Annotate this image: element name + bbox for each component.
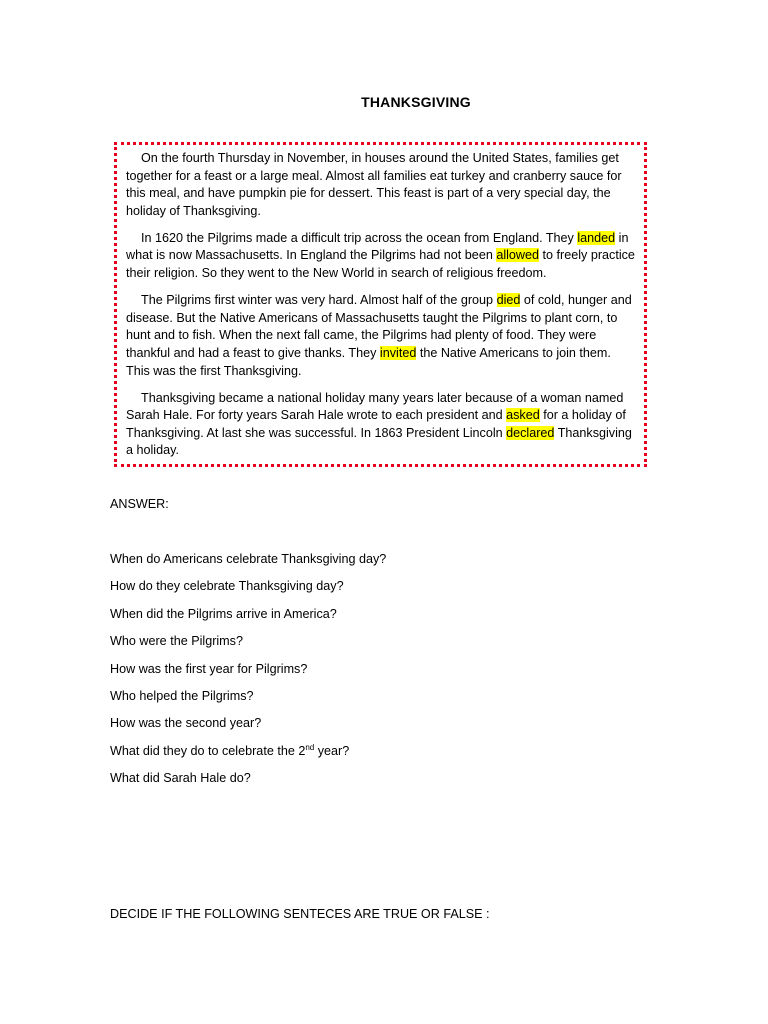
passage-text: to freely practice their religion. So they went to the New World in search of religious freedom. (126, 248, 635, 281)
question-item (110, 606, 386, 633)
passage-text: Thanksgiving a holiday. (126, 425, 632, 458)
true-false-heading: DECIDE IF THE FOLLOWING SENTECES ARE TRUE OR FALSE : (110, 907, 490, 921)
question-text: How do they celebrate Thanksgiving day? (110, 579, 344, 594)
passage-paragraph (126, 230, 636, 283)
question-text: What did Sarah Hale do? (110, 771, 251, 786)
highlighted-word: invited (379, 345, 417, 360)
question-item (110, 688, 386, 715)
question-item (110, 661, 386, 688)
question-text: When do Americans celebrate Thanksgiving day? (110, 552, 387, 566)
question-item (110, 578, 386, 605)
passage-paragraph (126, 390, 636, 460)
ordinal-suffix: nd (305, 742, 315, 752)
answer-label: ANSWER: (110, 497, 169, 511)
passage-text: for a holiday of Thanksgiving. At last she was successful. In 1863 President Lincoln (126, 408, 626, 440)
passage-paragraph (126, 292, 636, 380)
reading-passage-box (114, 142, 647, 467)
passage-text: The Pilgrims first winter was very hard. Almost half of the group (141, 293, 497, 308)
question-item (110, 633, 386, 660)
passage-text: On the fourth Thursday in November, in houses around the United States, families get together for a feast or a large meal. Almost all families eat turkey and cranberry sauce for this meal, and have pumpkin pie for dessert. This feast is part of a very special day, the holiday of Thanksgiving. (126, 151, 622, 218)
passage-text: Thanksgiving became a national holiday many years later because of a woman named Sarah Hale. For forty years Sarah Hale wrote to each president and (126, 390, 624, 423)
page-title: THANKSGIVING (361, 94, 471, 110)
highlighted-word: allowed (496, 248, 540, 263)
question-item (110, 715, 386, 742)
passage-text: In 1620 the Pilgrims made a difficult trip across the ocean from England. They (141, 230, 578, 245)
question-item (110, 551, 386, 578)
highlighted-word: died (496, 293, 521, 308)
question-item (110, 743, 386, 770)
passage-paragraph (126, 150, 636, 220)
question-text-end: year? (314, 743, 350, 758)
highlighted-word: declared (506, 425, 555, 440)
question-text: Who helped the Pilgrims? (110, 688, 254, 703)
question-text: When did the Pilgrims arrive in America? (110, 606, 337, 621)
question-text: How was the first year for Pilgrims? (110, 661, 308, 676)
highlighted-word: landed (577, 230, 616, 245)
highlighted-word: asked (506, 408, 540, 423)
question-text: Who were the Pilgrims? (110, 634, 243, 649)
question-item (110, 770, 386, 797)
question-list (110, 551, 386, 798)
question-text: How was the second year? (110, 716, 262, 731)
passage-text: the Native Americans to join them. This was the first Thanksgiving. (126, 345, 611, 378)
passage-text: of cold, hunger and disease. But the Native Americans of Massachusetts taught the Pilgrims to plant corn, to hunt and to fish. When the next fall came, the Pilgrims had plenty of food. They were thankful and had a feast to give thanks. They (126, 293, 632, 360)
passage-text: in what is now Massachusetts. In England the Pilgrims had not been (126, 230, 629, 263)
question-text: What did they do to celebrate the 2 (110, 743, 306, 758)
